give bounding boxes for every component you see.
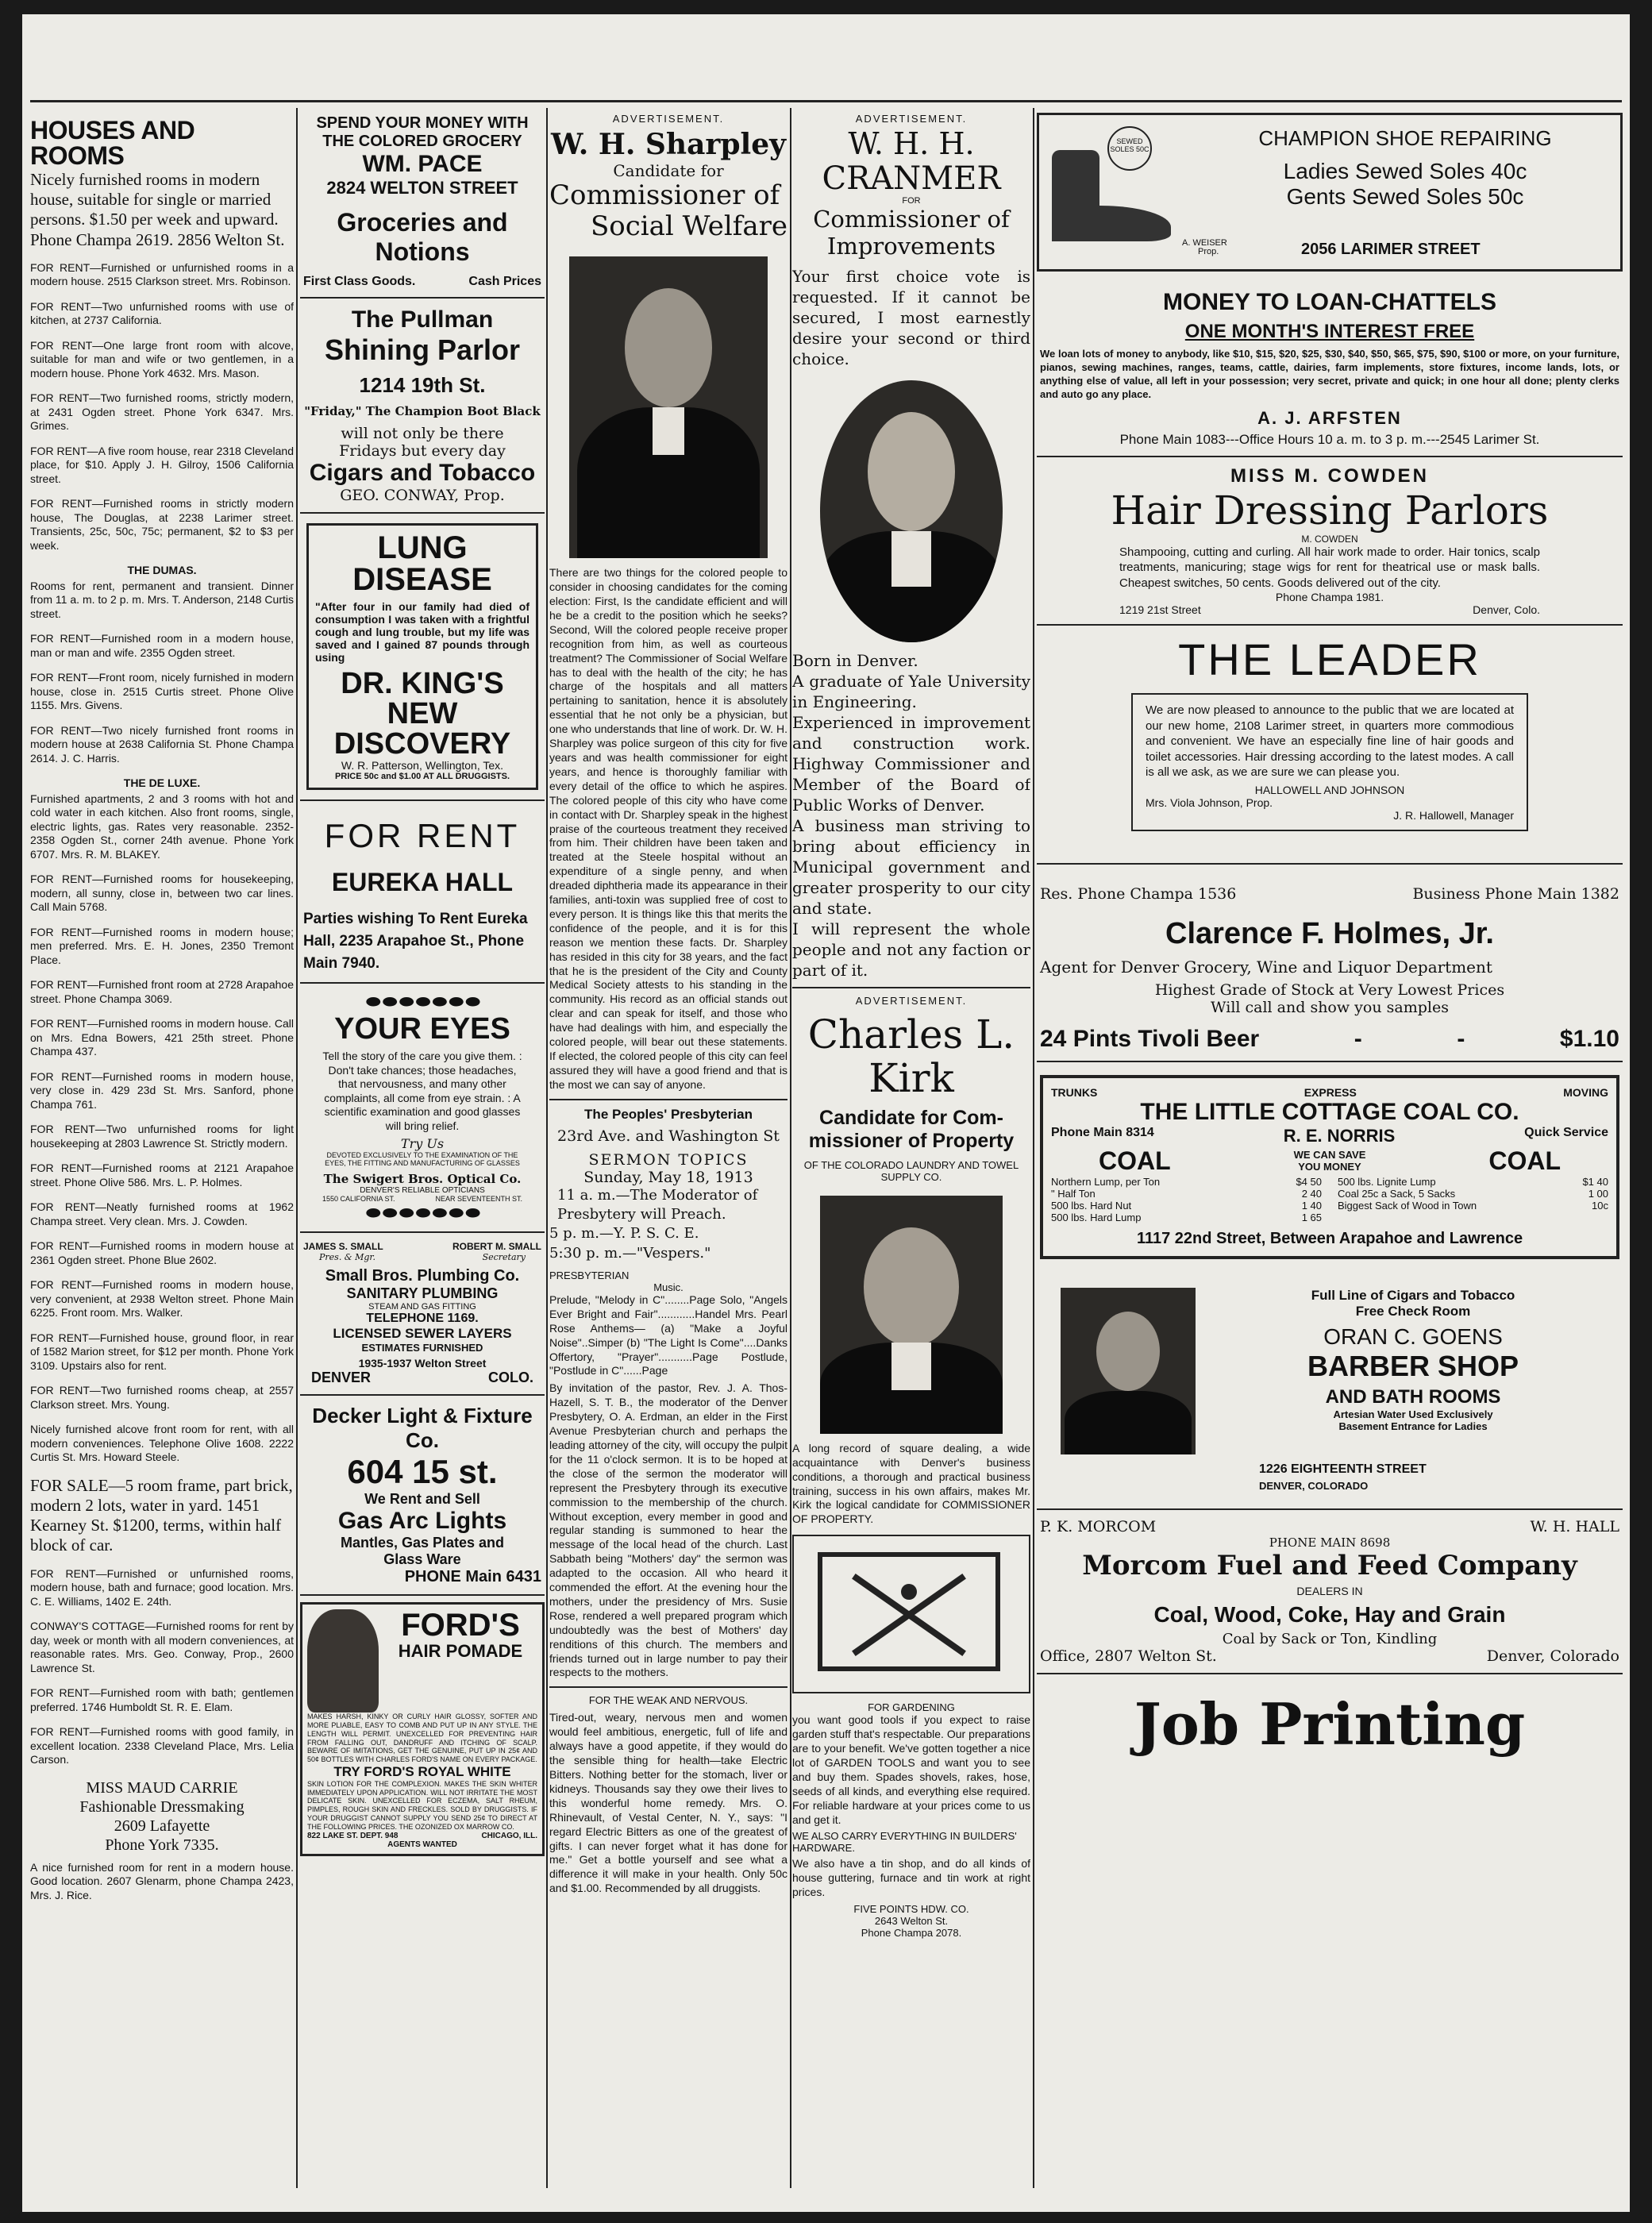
ad-line: SANITARY PLUMBING (346, 1285, 499, 1302)
ad-line: First Class Goods. (303, 275, 416, 288)
ad-line: P. K. MORCOM (1040, 1517, 1157, 1535)
portrait-illustration (307, 1609, 379, 1713)
coal-price-row (1338, 1188, 1608, 1200)
coal-price-row (1051, 1200, 1322, 1212)
candidate-name: CRANMER (822, 160, 1001, 197)
ad-line: - (1457, 1025, 1465, 1052)
ad-headline: THE LEADER (1178, 634, 1481, 685)
classified-ad: FOR RENT—Two furnished rooms, strictly modern, at 2431 Ogden street. Phone York 6347. Mrs. Grimes. (30, 391, 294, 433)
ad-line: We are now pleased to announce to the public that we are located at our new home, 2108 Larimer street, in quarters more commodious and convenient. We have an especially fine line of hair goods and toilet accessories. Hair dressing according to the latest modes. A call is all we ask, as we are sure we can please you. (1146, 703, 1514, 780)
ad-line: J. R. Hallowell, Manager (1393, 808, 1514, 822)
ad-line: LICENSED SEWER LAYERS (333, 1326, 512, 1342)
ad-line: ESTIMATES FURNISHED (361, 1342, 483, 1354)
ad-line: WE CAN SAVE YOU MONEY (1293, 1149, 1366, 1173)
ad-line: The Swigert Bros. Optical Co. (323, 1172, 522, 1187)
ad-line: 1214 19th St. (359, 373, 486, 397)
ad-line: Denver, Colo. (1473, 603, 1540, 617)
classified-ad: FOR SALE—5 room frame, part brick, modern 2 lots, water in yard. 1451 Kearney St. $1200, terms, within half block of car. (30, 1475, 293, 1555)
classified-ad: Furnished apartments, 2 and 3 rooms with hot and cold water in each kitchen. Also front rooms, single, electric lights, gas. Rates very reasonable. 2352-2358 Ogden St., corner 24th avenue. Phone York 6707. Mrs. R. M. BLAKEY. (30, 792, 294, 861)
classified-ad: FOR RENT—Furnished room in a modern house, man or man and wife. 2355 Ogden street. (30, 632, 294, 659)
coal-price: $1 40 (1582, 1175, 1608, 1188)
classified-ad: FOR RENT—Furnished rooms with good family, in excellent location. 2338 Cleveland Place, Mrs. Lelia Carson. (30, 1725, 294, 1766)
classified-ad: Nicely furnished rooms in modern house, suitable for single or married persons. $1.50 per week and upward. Phone Champa 2619. 2856 Welton St. (30, 170, 285, 249)
ad-line: will not only be there (341, 425, 504, 442)
ad-line: DISCOVERY (333, 727, 511, 761)
ad-line: 5 p. m.—Y. P. S. C. E. (549, 1225, 699, 1242)
ad-line: "After four in our family had died of consumption I was taken with a frightful cough and lung trouble, but my life was saved and I gained 87 pounds through using (315, 600, 529, 665)
holmes-ad (1037, 865, 1623, 1062)
classified-ad: FOR RENT—Furnished rooms in modern house at 2361 Ogden street. Phone Blue 2602. (30, 1239, 294, 1266)
ad-line: Born in Denver. (792, 650, 918, 670)
classified-ad: FOR RENT—Neatly furnished rooms at 1962 Champa street. Very clean. Mrs. J. Cowden. (30, 1200, 294, 1227)
coal-price: 1 40 (1301, 1199, 1322, 1212)
hardware-illustration (792, 1535, 1030, 1693)
ad-headline: BARBER SHOP (1307, 1349, 1519, 1382)
classified-ad: FOR RENT—Furnished rooms in strictly modern house, The Douglas, at 2238 Larimer street. Transients, 25c, 50c, 75c; permanent, $2 to $3 per week. (30, 497, 294, 552)
coal-company-ad (1040, 1075, 1619, 1259)
ad-line: "Friday," The Champion Boot Black (304, 404, 541, 418)
ad-title: THE DE LUXE. (123, 776, 201, 790)
classified-ad: FOR RENT—Furnished house, ground floor, in rear of 1582 Marion street, for $12 per month. Phone York 3109. Upstairs also for rent. (30, 1331, 294, 1372)
ad-line: ORAN C. GOENS (1323, 1323, 1503, 1349)
ad-line: Basement Entrance for Ladies (1338, 1420, 1488, 1432)
ad-line: Parties wishing To Rent Eureka Hall, 2235 Arapahoe St., Phone Main 7940. (303, 911, 528, 972)
ad-line: 604 15 st. (347, 1453, 498, 1491)
coal-price-row (1051, 1188, 1322, 1200)
eureka-hall-ad (300, 801, 545, 984)
ad-headline: FOR RENT (324, 817, 521, 855)
ad-line: Prop. (1198, 247, 1219, 256)
ad-line: Your first choice vote is requested. If it cannot be secured, I most earnestly desire your second or third choice. (792, 266, 1030, 368)
coal-item: Biggest Sack of Wood in Town (1338, 1199, 1477, 1212)
classified-ad: FOR RENT—Furnished rooms in modern house, very close in. 429 23d St. Mrs. Sanford, phone Champa 761. (30, 1069, 294, 1111)
ad-line: DENVER (311, 1370, 372, 1386)
ad-line: DENVER'S RELIABLE OPTICIANS (360, 1186, 485, 1196)
optical-ad (300, 984, 545, 1233)
ad-line: GEO. CONWAY, Prop. (340, 487, 505, 504)
ad-line: missioner of Property (808, 1129, 1015, 1152)
ad-line: DEALERS IN (1296, 1584, 1363, 1597)
hair-dressing-ad (1037, 457, 1623, 626)
ad-line: ONE MONTH'S INTEREST FREE (1184, 321, 1475, 342)
ad-line: Coal by Sack or Ton, Kindling (1222, 1630, 1438, 1647)
ad-line: Sunday, May 18, 1913 (583, 1168, 753, 1186)
ad-line: ROBERT M. SMALL (452, 1241, 541, 1253)
pullman-shining-ad (300, 299, 545, 514)
ad-title: THE DUMAS. (127, 564, 197, 577)
ad-line: NEW (387, 697, 458, 731)
classified-ad: FOR RENT—Two unfurnished rooms with use of kitchen, at 2737 California. (30, 299, 294, 327)
ad-line: Office, 2807 Welton St. (1040, 1647, 1217, 1665)
dressmaking-ad (30, 1778, 294, 1855)
coal-price: $4 50 (1296, 1175, 1322, 1188)
ad-line: FOR (902, 195, 921, 206)
ad-line: Mrs. Viola Johnson, Prop. (1146, 796, 1273, 809)
ad-line: 1935-1937 Welton Street (358, 1357, 487, 1370)
ad-line: Groceries and (337, 208, 508, 237)
classified-ad: FOR RENT—Furnished front room at 2728 Arapahoe street. Phone Champa 3069. (30, 978, 294, 1005)
coal-price: 1 65 (1301, 1211, 1322, 1223)
candidate-name: Charles L. (807, 1011, 1015, 1058)
ad-line: Music. (653, 1281, 684, 1293)
fords-pomade-ad (300, 1602, 545, 1856)
ad-headline: LUNG DISEASE (352, 530, 492, 597)
price: $1.10 (1559, 1025, 1619, 1052)
classified-ad: FOR RENT—Two unfurnished rooms for light housekeeping at 2803 Lawrence St. Strictly modern. (30, 1123, 294, 1150)
ad-headline: MISS M. COWDEN (1230, 464, 1429, 487)
coal-item: Northern Lump, per Ton (1051, 1175, 1161, 1188)
ad-line: Highest Grade of Stock at Very Lowest Prices (1154, 981, 1505, 999)
ad-line: R. E. NORRIS (1283, 1125, 1396, 1146)
cranmer-column (792, 102, 1030, 2206)
ad-line: 2609 Lafayette (114, 1817, 210, 1835)
ad-line: Experienced in improvement and construction work. Highway Commissioner and Member of the Board of Public Works of Denver. (792, 712, 1030, 815)
ad-line: Notions (375, 237, 470, 266)
ad-headline: Morcom Fuel and Feed Company (1082, 1549, 1577, 1582)
ad-line: AGENTS WANTED (387, 1840, 457, 1849)
coal-price: 1 00 (1588, 1187, 1608, 1200)
ad-line: A. J. ARFSTEN (1257, 407, 1402, 428)
candidate-name: Kirk (868, 1054, 954, 1101)
ad-line: Quick Service (1524, 1125, 1608, 1139)
ad-line: W. H. HALL (1530, 1517, 1619, 1535)
advertisement-label: ADVERTISEMENT. (855, 113, 968, 125)
classified-ad: FOR RENT—Furnished rooms in modern house. Call on Mrs. Edna Bowers, 421 25th street. Phone Champa 437. (30, 1017, 294, 1058)
ad-line: Glass Ware (383, 1551, 461, 1568)
program-text: Prelude, "Melody in C"........Page Solo, "Angels Ever Bright and Fair"............Handel Mrs. Pearl Rose Anthems— (a) "Make a Joyful Noise"..Simper (b) "The Light Is Come"....Danks Offertory, "Prayer"...........Page Postlude, "Postlude in C"......Page (549, 1293, 787, 1377)
classified-ad: A nice furnished room for rent in a modern house. Good location. 2607 Glenarm, phone Champa 2423, Mrs. J. Rice. (30, 1860, 294, 1901)
classified-ad: FOR RENT—Furnished rooms in modern house; men preferred. Mrs. E. H. Jones, 2350 Tremont Place. (30, 925, 294, 966)
plumbing-ad (300, 1233, 545, 1396)
ad-line: Improvements (826, 232, 996, 260)
candidate-portrait (820, 380, 1003, 642)
ad-line: TRY FORD'S ROYAL WHITE (333, 1763, 511, 1779)
ad-line: Shampooing, cutting and curling. All hair work made to order. Hair tonics, scalp treatments, manicuring; stage wigs for rent for theatrical use or mask balls. Cheapest switches, 50 cents. Goods delivered out of the city. (1119, 545, 1540, 590)
ad-line: 822 LAKE ST. DEPT. 948 (307, 1831, 399, 1840)
ad-line: Will call and show you samples (1211, 998, 1449, 1016)
ad-headline: MONEY TO LOAN-CHATTELS (1163, 289, 1496, 315)
ad-headline: THE LITTLE COTTAGE COAL CO. (1140, 1098, 1519, 1125)
ad-line: 11 a. m.—The Moderator of Presbytery will Preach. (557, 1186, 758, 1223)
classified-ad: FOR RENT—One large front room with alcove, suitable for man and wife or two gentlemen, in a modern house. Phone York 4632. Mrs. Mason. (30, 338, 294, 379)
ad-line: PHONE Main 6431 (404, 1568, 541, 1586)
ad-line: TRUNKS (1051, 1085, 1098, 1099)
ad-line: Commissioner of (813, 205, 1010, 233)
lung-disease-ad (300, 514, 545, 801)
eye-icons: ⬬ ⬬ ⬬ ⬬ ⬬ ⬬ ⬬ (365, 1203, 479, 1223)
ad-line: AND BATH ROOMS (1325, 1385, 1501, 1408)
classified-ad: Nicely furnished alcove front room for rent, with all modern conveniences. Telephone Olive 1608. 2222 Curtis St. Mrs. Howard Steele. (30, 1423, 294, 1464)
ad-line: SPEND YOUR MONEY WITH (316, 114, 529, 132)
ad-line: Cigars and Tobacco (309, 460, 536, 486)
article-text: Tired-out, weary, nervous men and women would feel ambitious, energetic, full of life and always have a good appetite, if they would do the sensible thing for health—take Electric Bitters. Nothing better for the stomach, liver or kidneys. Thousands say they owe their lives to this wonderful home remedy. Mrs. O. Rhinevault, of Vestal Center, N. Y., says: "I regard Electric Bitters as one of the greatest of gifts. I can never forget what it has done for me." Get a bottle yourself and see what a difference it will make in your health. Only 50c and $1.00. Recommended by all druggists. (549, 1711, 787, 1895)
ad-line: Fridays but every day (339, 442, 506, 460)
ad-line: Phone York 7335. (105, 1836, 219, 1854)
classified-ad: FOR RENT—Furnished room with bath; gentlemen preferred. 1746 Humboldt St. R. E. Elam. (30, 1686, 294, 1713)
classified-ad: FOR RENT—Furnished rooms for housekeeping, modern, all sunny, close in, between two car lines. Call Main 5768. (30, 873, 294, 914)
ad-line: M. COWDEN (1301, 533, 1358, 545)
ad-line: Hair Dressing Parlors (1111, 487, 1549, 534)
ad-line: WE ALSO CARRY EVERYTHING IN BUILDERS' HARDWARE. (792, 1830, 1017, 1855)
ad-line: Gas Arc Lights (337, 1508, 507, 1535)
ad-line: HAIR POMADE (398, 1641, 523, 1662)
article-text: There are two things for the colored people to consider in choosing candidates for the coming election: First, Is the candidate efficient and will he be a credit to the position which he seeks? Second, Will the colored people receive proper recognition from him, as well as courteous treatment? The Commissioner of Social Welfare has to deal with the health of the city; he has charge of the hospitals and all matters pertaining to sanitation, hence it is absolutely essential that he not only be a physician, but one who understands that line of work. Dr. W. H. Sharpley was police surgeon of this city for five years and was health commissioner for eight years, and hence is thoroughly familiar with every detail of the office to which he aspires. The colored people of this city who have come in contact with Dr. Sharpley speak in the highest praise of the courteous treatment they received from him. Their children have been taken and treated at the Steele hospital without an expenditure of a single penny, and when dreaded diphtheria made its appearance in their families, anti-toxin was supplied free of cost to every person. It is things like this that merits the confidence of the people, and it is for this reason we mention these facts. Dr. Sharpley has resided in this city for 38 years, and the fact that he is the president of the City and County Medical Society attests to his standing in the community. His record as an official stands out clear and can speak for itself, and those who have had dealings with him, and especially the colored people, will bear out these statements. If elected, the colored people of this city can feel assured they will have a good friend and that is the most we can say of anyone. (549, 566, 787, 1091)
ad-line: Commissioner of (549, 179, 780, 211)
classified-ad: FOR RENT—Two furnished rooms cheap, at 2557 Clarkson street. Mrs. Young. (30, 1384, 294, 1411)
ad-line: Coal, Wood, Coke, Hay and Grain (1153, 1601, 1506, 1627)
ad-line: CHICAGO, ILL. (481, 1831, 537, 1840)
ad-title: The Peoples' Presbyterian (584, 1106, 753, 1122)
ad-line: Business Phone Main 1382 (1412, 884, 1619, 903)
ad-line: 2643 Welton St. (874, 1915, 949, 1928)
ad-line: DEVOTED EXCLUSIVELY TO THE EXAMINATION OF THE EYES, THE FITTING AND MANUFACTURING OF GLASSES (325, 1151, 520, 1168)
classified-ad: FOR RENT—Front room, nicely furnished in modern house, close in. 2515 Curtis street. Phone Olive 1155. Mrs. Givens. (30, 671, 294, 712)
section-heading: HOUSES AND ROOMS (30, 116, 195, 170)
column-rule (546, 108, 548, 2188)
column-rule (790, 108, 791, 2188)
ad-headline: YOUR EYES (334, 1012, 510, 1046)
candidate-portrait (820, 1196, 1003, 1434)
pace-grocery-ad (300, 102, 545, 299)
ad-line: EXPRESS (1304, 1085, 1357, 1099)
ad-line: 24 Pints Tivoli Beer (1040, 1025, 1260, 1052)
ad-line: Tell the story of the care you give them. : Don't take chances; those headaches, that nervousness, and many other complaints, all come from eye strain. : A scientific examination and good glasses will bring relief. (322, 1050, 522, 1132)
article-text: A long record of square dealing, a wide acquaintance with Denver's business conditions, a thorough and practical business training, success in his own affairs, makes Mr. Kirk the logical candidate for COMMISSIONER OF PROPERTY. (792, 1441, 1030, 1526)
column-rule (296, 108, 298, 2188)
decker-light-ad (300, 1396, 545, 1596)
ad-line: Phone Champa 1981. (1275, 591, 1384, 604)
ad-line: I will represent the whole people and not any faction or part of it. (792, 919, 1030, 980)
ad-line: TELEPHONE 1169. (366, 1312, 479, 1326)
ad-line: A business man striving to bring about efficiency in Municipal government and greater prosperity to our city and state. (792, 815, 1030, 918)
ad-line: DR. KING'S (341, 667, 504, 701)
ad-line: Mantles, Gas Plates and (340, 1535, 505, 1551)
classified-ad: CONWAY'S COTTAGE—Furnished rooms for rent by day, week or month with all modern conveniences, at reasonable rates. Mrs. Geo. Conway, Prop., 2600 Lawrence St. (30, 1620, 294, 1674)
classified-ad: FOR RENT—A five room house, rear 2318 Cleveland place, for $10. Apply J. H. Gilroy, 1506 California street. (30, 444, 294, 485)
coal-item: " Half Ton (1051, 1187, 1096, 1200)
ad-line: NEAR SEVENTEENTH ST. (435, 1195, 522, 1204)
ad-line: DENVER, COLORADO (1259, 1479, 1369, 1492)
coal-price-row (1051, 1176, 1322, 1188)
ad-headline: CHAMPION SHOE REPAIRING (1258, 126, 1552, 150)
ad-line: Free Check Room (1355, 1303, 1471, 1319)
sharpley-column (549, 102, 787, 2206)
ad-line: OF THE COLORADO LAUNDRY AND TOWEL SUPPLY CO. (803, 1158, 1019, 1183)
classified-ad: FOR RENT—Furnished rooms in modern house, very convenient, at 2938 Welton street. Phone Main 6225. Front room. Mrs. Walker. (30, 1278, 294, 1320)
eye-icons: ⬬ ⬬ ⬬ ⬬ ⬬ ⬬ ⬬ (365, 992, 479, 1012)
ad-line: Denver, Colorado (1486, 1647, 1619, 1665)
ad-line: Candidate for Com- (819, 1106, 1003, 1129)
shoe-illustration (1052, 126, 1179, 245)
leader-ad (1037, 626, 1623, 865)
barber-shop-ad (1037, 1272, 1623, 1510)
ad-line: A. WEISER (1182, 238, 1227, 248)
ad-line: Decker Light & Fixture (312, 1404, 533, 1428)
ad-line: WM. PACE (362, 151, 483, 177)
article-text: By invitation of the pastor, Rev. J. A. Thos-Hazell, S. T. B., the moderator of the Denver Presbytery, O. A. Erdman, an elder in the First Avenue Presbyterian church and perhaps the leading attorney of the city, will occupy the pulpit for the 11 o'clock sermon. It is to be hoped at the close of the sermon the moderator will represent the Presbytery through its executive commission to the membership of the church. Without exception, every member in good and regular standing is summoned to hear the message of the local head of the church. Last Sabbath being "Mothers' day" the sermon was adapted to the occasion. All who heard it commended the effort. At the evening hour the mothers, under the presidency of Mrs. Susie Rose, rendered a well prepared program which undoubtedly was the best of Mothers' day renditions of this church. The members and friends turned out in large number to pay their respects to the mothers. (549, 1381, 787, 1679)
coal-price-row (1338, 1176, 1608, 1188)
ad-line: MOVING (1563, 1085, 1608, 1099)
ad-line: We Rent and Sell (364, 1491, 480, 1508)
ad-title: FOR GARDENING (868, 1701, 955, 1714)
advertisement-label: ADVERTISEMENT. (612, 113, 725, 125)
ad-line: COAL (1099, 1146, 1171, 1175)
ad-line: Agent for Denver Grocery, Wine and Liquor Department (1040, 957, 1492, 977)
ad-line: Small Bros. Plumbing Co. (325, 1267, 520, 1285)
advertisement-label: ADVERTISEMENT. (855, 994, 968, 1007)
ad-line: 5:30 p. m.—"Vespers." (549, 1244, 711, 1262)
ad-line: A graduate of Yale University in Engineering. (792, 671, 1030, 711)
candidate-portrait (569, 256, 768, 558)
proprietor-portrait (1061, 1288, 1196, 1454)
ad-title: FOR THE WEAK AND NERVOUS. (588, 1694, 749, 1707)
coal-price: 2 40 (1301, 1187, 1322, 1200)
ad-line: Artesian Water Used Exclusively (1333, 1408, 1493, 1420)
classified-ad: FOR RENT—Two nicely furnished front rooms in modern house at 2638 California St. Phone Champa 2614. J. C. Harris. (30, 723, 294, 765)
ad-line: HALLOWELL AND JOHNSON (1254, 783, 1405, 796)
coal-item: 500 lbs. Hard Lump (1051, 1211, 1142, 1223)
money-loan-ad (1037, 281, 1623, 457)
ad-line: 1117 22nd Street, Between Arapahoe and Lawrence (1136, 1229, 1523, 1247)
ad-line: Gents Sewed Soles 50c (1286, 184, 1524, 209)
coal-price: 10c (1592, 1199, 1608, 1212)
coal-item: 500 lbs. Hard Nut (1051, 1199, 1132, 1212)
ad-line: 2824 WELTON STREET (326, 178, 518, 198)
ad-line: Phone Champa 2078. (861, 1927, 962, 1940)
ad-line: 1226 EIGHTEENTH STREET (1259, 1462, 1427, 1476)
ad-line: Fashionable Dressmaking (79, 1797, 245, 1816)
ad-line: STEAM AND GAS FITTING (368, 1302, 476, 1312)
coal-item: 500 lbs. Lignite Lump (1338, 1175, 1436, 1188)
ad-line: COLO. (488, 1370, 533, 1386)
ad-line: FIVE POINTS HDW. CO. (853, 1903, 969, 1916)
classified-ad: Rooms for rent, permanent and transient. Dinner from 11 a. m. to 2 p. m. Mrs. T. Anderson, 2148 Curtis street. (30, 579, 294, 620)
sewed-soles-badge: SEWED SOLES 50C (1107, 126, 1152, 171)
coal-price-row (1051, 1212, 1322, 1223)
ad-line: Pres. & Mgr. (319, 1252, 375, 1263)
ad-line: 2056 LARIMER STREET (1301, 241, 1481, 258)
candidate-name: W. H. Sharpley (550, 128, 787, 161)
ad-line: Shining Parlor (324, 333, 521, 366)
ad-line: PHONE MAIN 8698 (1269, 1535, 1391, 1550)
ad-line: 1219 21st Street (1119, 603, 1201, 617)
ad-line: Secretary (482, 1252, 526, 1263)
ads-column (300, 102, 545, 2206)
candidate-name: W. H. H. (848, 126, 975, 161)
ad-line: PRESBYTERIAN (549, 1269, 630, 1281)
ad-line: MISS MAUD CARRIE (86, 1778, 238, 1797)
ad-line: THE COLORED GROCERY (322, 133, 522, 150)
business-ads-column (1037, 102, 1623, 2206)
ad-line: Full Line of Cigars and Tobacco (1311, 1287, 1515, 1303)
job-printing-ad: Job Printing (1134, 1689, 1526, 1758)
ad-line: Phone Main 1083---Office Hours 10 a. m. to 3 p. m.---2545 Larimer St. (1119, 431, 1540, 447)
classifieds-column (30, 102, 294, 2206)
ad-line: Cash Prices (468, 275, 541, 288)
coal-price-row (1338, 1200, 1608, 1212)
classified-ad: FOR RENT—Furnished rooms at 2121 Arapahoe street. Phone Olive 586. Mrs. L. P. Holmes. (30, 1162, 294, 1189)
article-text: you want good tools if you expect to raise garden stuff that's respectable. Our preparations are to your benefit. We've gotten together a nice lot of GARDEN TOOLS and want you to see and buy them. Spades shovels, rakes, hose, seeds of all kinds, and everything else required. For reliable hardware at your prices come to us and get it. (792, 1713, 1030, 1826)
ad-line: Social Welfare (590, 210, 787, 243)
ad-line: W. R. Patterson, Wellington, Tex. (341, 759, 504, 772)
ad-line: Try Us (400, 1136, 445, 1152)
ad-line: SERMON TOPICS (588, 1150, 749, 1169)
classified-ad: FOR RENT—Furnished or unfurnished rooms, modern house, bath and furnace; good location. Mrs. C. E. Williams, 1402 E. 24th. (30, 1566, 294, 1608)
classified-ad: FOR RENT—Furnished or unfurnished rooms in a modern house. 2515 Clarkson street. Mrs. Robinson. (30, 260, 294, 288)
ad-line: EUREKA HALL (331, 868, 514, 897)
ad-line: Phone Main 8314 (1051, 1125, 1154, 1139)
article-text: We also have a tin shop, and do all kinds of house guttering, furnace and tin work at right prices. (792, 1857, 1030, 1899)
ad-line: COAL (1488, 1146, 1561, 1175)
ad-line: - (1354, 1025, 1362, 1052)
coal-item: Coal 25c a Sack, 5 Sacks (1338, 1187, 1456, 1200)
ad-line: Co. (406, 1428, 439, 1453)
ad-line: 23rd Ave. and Washington St (557, 1127, 780, 1145)
ad-headline: Clarence F. Holmes, Jr. (1165, 916, 1494, 950)
ad-line: We loan lots of money to anybody, like $10, $15, $20, $25, $30, $40, $50, $65, $75, $90, $100 or more, on your furniture, pianos, sewing machines, ranges, teams, cattle, dairies, farm implements, store fixtures, income lands, lots, or anything else of value, all left in your possession; very secret, private and quick; in one hour all done; plenty clerks and auto go any place. (1040, 348, 1619, 400)
ad-line: MAKES HARSH, KINKY OR CURLY HAIR GLOSSY, SOFTER AND MORE PLIABLE, EASY TO COMB AND PUT UP IN ANY STYLE. THE LENGTH WILL PERMIT. UNEXCELLED FOR PREVENTING HAIR FROM FALLING OUT, DANDRUFF AND ITCHING OF SCALP. BEWARE OF IMITATIONS, GET THE GENUINE, PUT UP IN 25¢ AND 50¢ BOTTLES WITH CHARLES FORD'S NAME ON EVERY PACKAGE. (307, 1713, 537, 1764)
shoe-repair-ad (1037, 113, 1623, 272)
ad-line: The Pullman (351, 306, 494, 333)
ad-line: PRICE 50c and $1.00 AT ALL DRUGGISTS. (334, 772, 510, 782)
newspaper-page (22, 14, 1630, 2212)
ad-line: 1550 CALIFORNIA ST. (322, 1195, 395, 1204)
ad-line: SKIN LOTION FOR THE COMPLEXION. MAKES THE SKIN WHITER IMMEDIATELY UPON APPLICATION. WILL NOT IRRITATE THE MOST DELICATE SKIN. UNEXCELLED FOR ECZEMA, SALT RHEUM, PIMPLES, ROUGH SKIN AND FRECKLES. SOLD BY DRUGGISTS. IF YOUR DRUGGIST CANNOT SUPPLY YOU SEND 25¢ TO DIRECT AT THE FOLLOWING PRICES. THE OZONIZED OX MARROW CO. (307, 1779, 537, 1831)
ad-line: Ladies Sewed Soles 40c (1283, 159, 1527, 183)
ad-line: Candidate for (613, 161, 724, 180)
ad-headline: FORD'S (401, 1608, 520, 1643)
ad-line: Res. Phone Champa 1536 (1040, 884, 1237, 903)
column-rule (1033, 108, 1034, 2188)
ad-line: JAMES S. SMALL (303, 1241, 383, 1253)
morcom-fuel-ad (1037, 1510, 1623, 1674)
